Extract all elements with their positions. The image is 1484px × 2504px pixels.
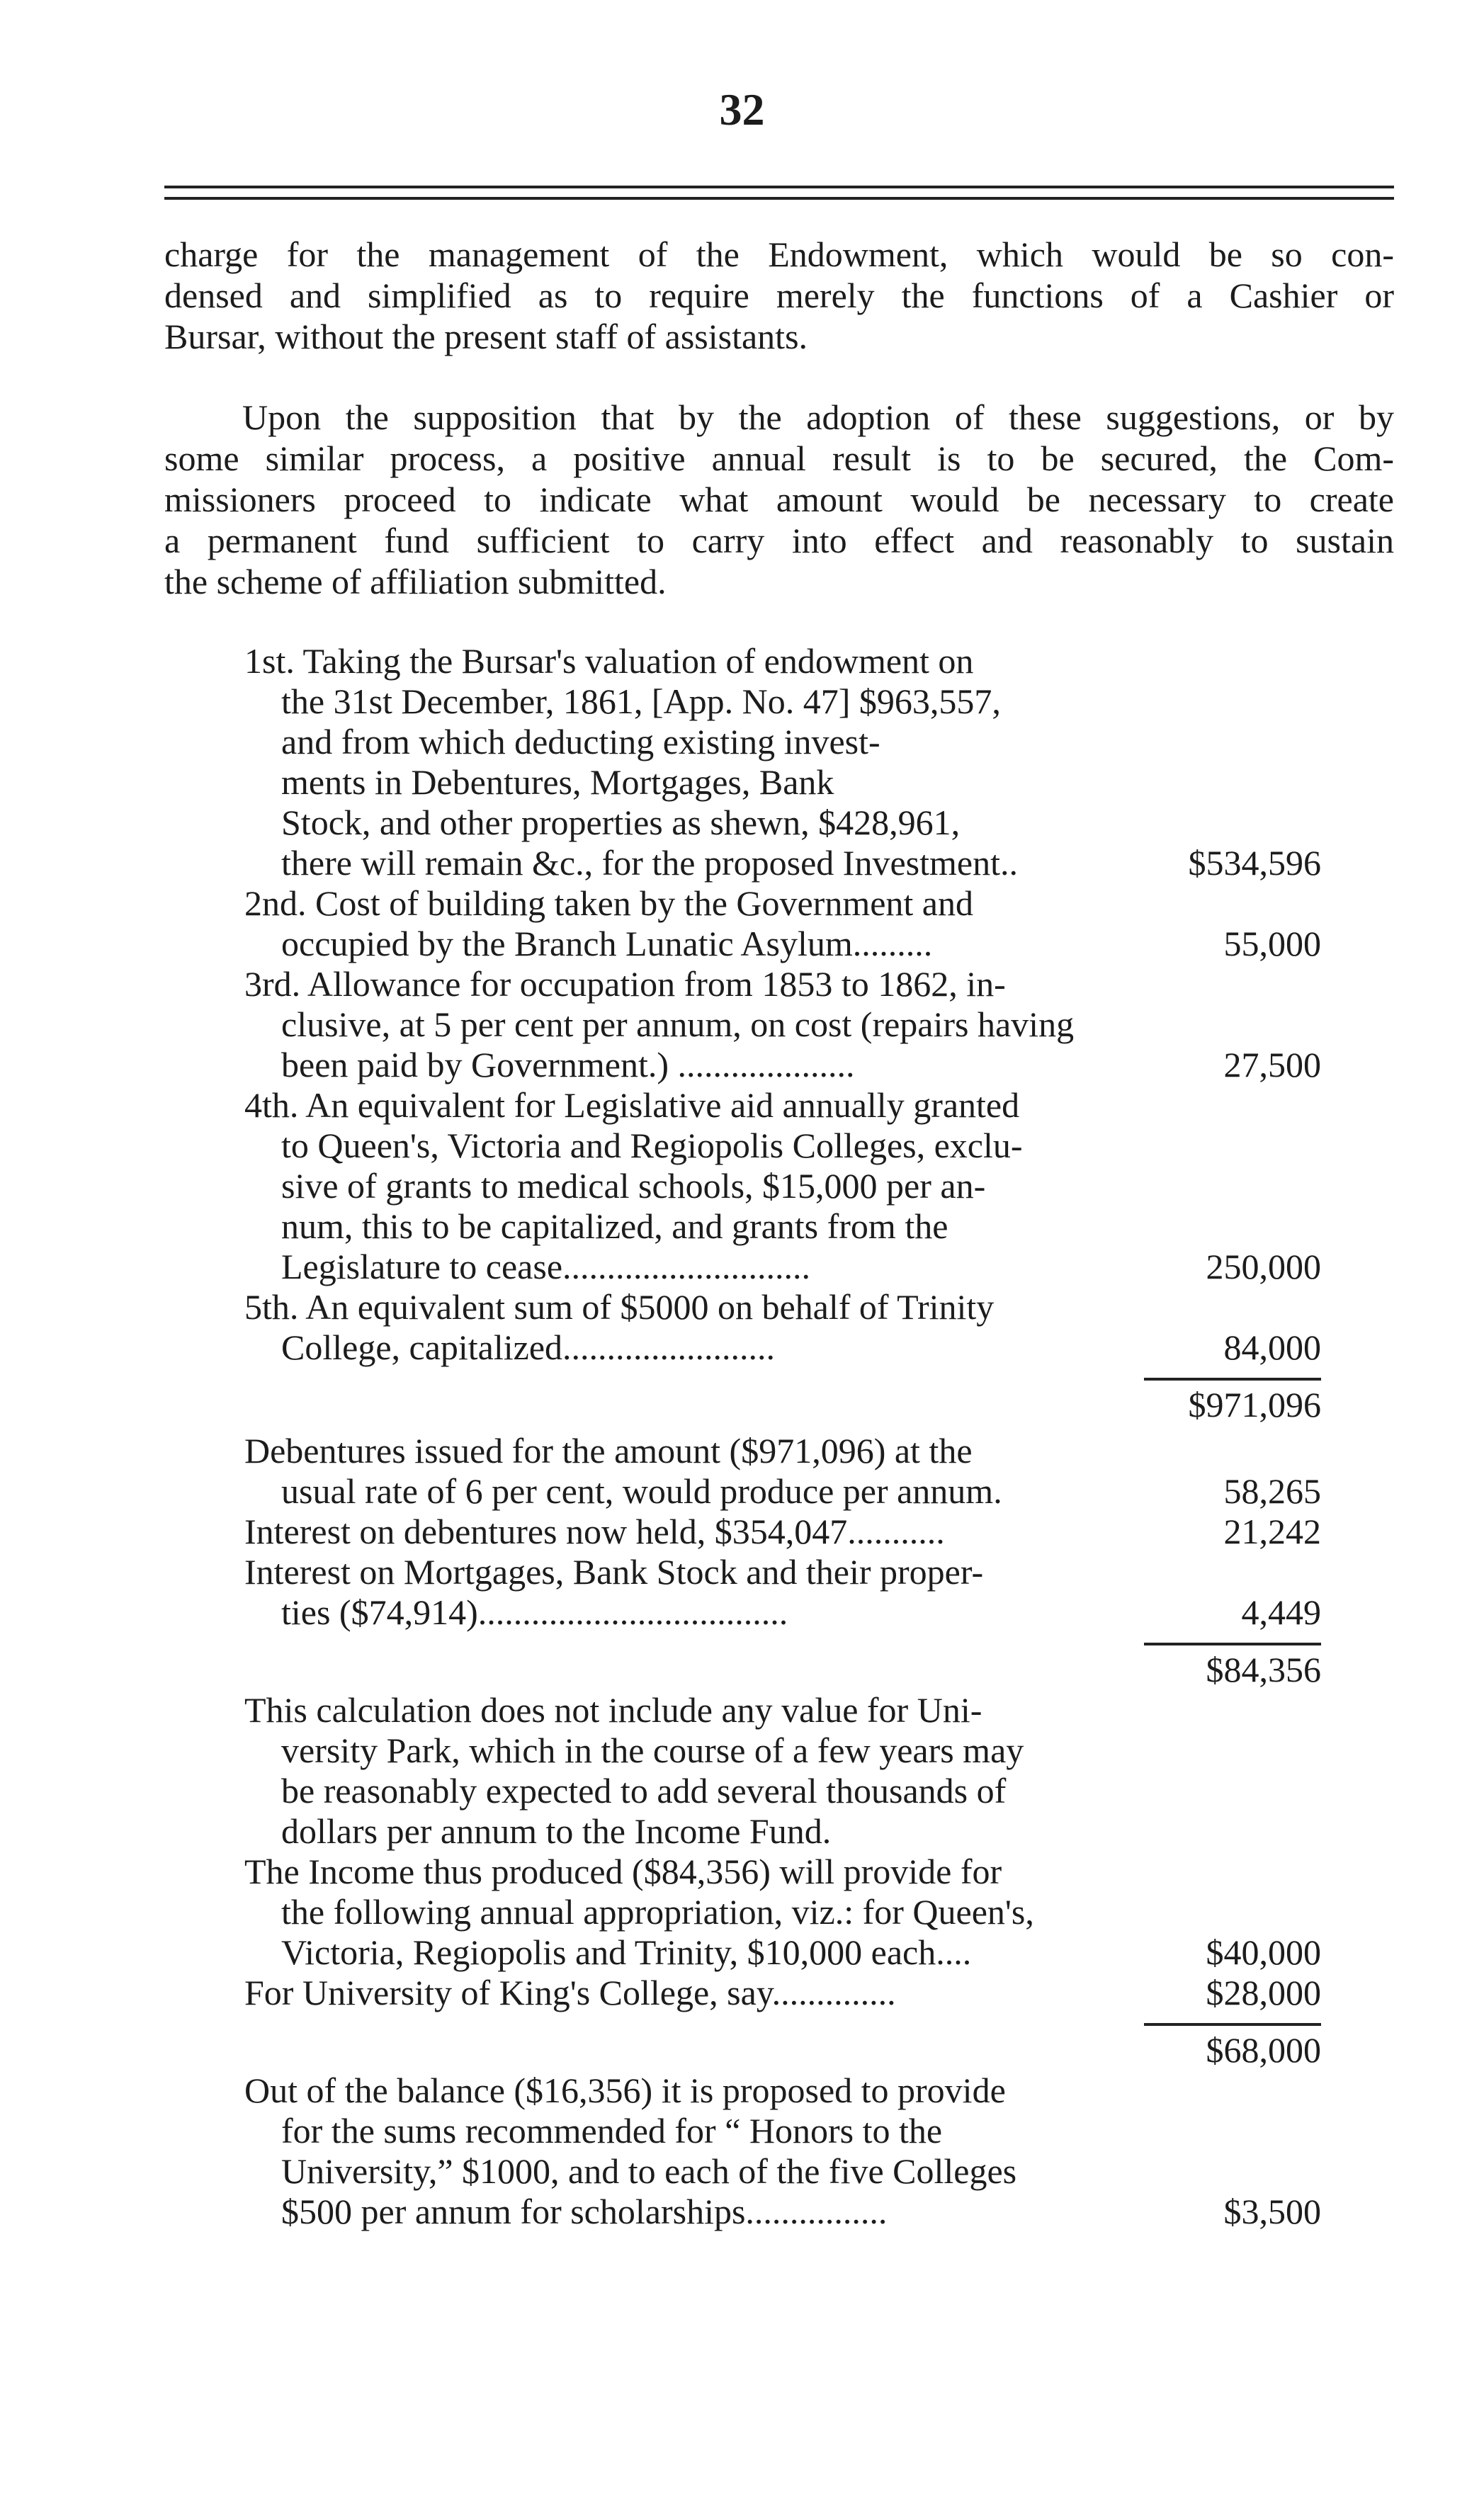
note-university-park [244,1690,1321,1852]
total-investment: $971,096 [1188,1385,1321,1424]
paragraph-supposition [164,397,1394,602]
paragraph-endowment-charge [164,234,1394,357]
text-line: been paid by Government.) .................... [281,1045,855,1084]
note-kings-college [244,1973,1321,2013]
amount: $3,500 [1223,2192,1321,2231]
item-third [244,964,1321,1085]
header-rule-bottom [164,197,1394,200]
amount: 4,449 [1241,1592,1321,1632]
item-fourth [244,1085,1321,1287]
text-line: University,” $1000, and to each of the five Colleges [281,2151,1017,2191]
text-line: College, capitalized........................ [281,1327,776,1367]
item-first [244,641,1321,883]
text-line: $500 per annum for scholarships................ [281,2192,888,2231]
text-line: num, this to be capitalized, and grants from the [281,1206,948,1246]
text-line: and from which deducting existing invest- [281,722,880,761]
amount: $28,000 [1206,1973,1321,2012]
text-line: missioners proceed to indicate what amount would be necessary to create [164,480,1394,519]
text-line: ties ($74,914)................................... [281,1592,788,1632]
sum-rule [1144,1643,1321,1645]
text-line: Interest on Mortgages, Bank Stock and their proper- [244,1552,984,1592]
sum-rule [1144,2023,1321,2026]
text-line: This calculation does not include any value for Uni- [244,1690,982,1730]
text-line: charge for the management of the Endowment, which would be so con- [164,234,1394,274]
text-line: Interest on debentures now held, $354,047........... [244,1512,945,1551]
text-line: for the sums recommended for “ Honors to the [281,2111,943,2151]
amount: 84,000 [1223,1327,1321,1367]
text-line: 1st. Taking the Bursar's valuation of endowment on [244,641,974,681]
text-line: there will remain &c., for the proposed Investment.. [281,843,1018,883]
text-line: Stock, and other properties as shewn, $428,961, [281,803,961,842]
text-line: occupied by the Branch Lunatic Asylum......... [281,924,933,963]
total-appropriation: $68,000 [1206,2030,1321,2070]
amount: $40,000 [1206,1932,1321,1972]
text-line: sive of grants to medical schools, $15,000 per an- [281,1166,986,1206]
text-line: to Queen's, Victoria and Regiopolis Colleges, exclu- [281,1126,1023,1165]
text-line: clusive, at 5 per cent per annum, on cost (repairs having [281,1004,1075,1044]
text-line: usual rate of 6 per cent, would produce per annum. [281,1471,1002,1511]
sum-rule [1144,1378,1321,1381]
text-line: a permanent fund sufficient to carry into effect and reasonably to sustain [164,521,1394,560]
note-balance [244,2070,1321,2232]
investment-schedule [244,641,1321,2232]
total-income: $84,356 [1206,1650,1321,1689]
text-line: 2nd. Cost of building taken by the Government and [244,883,974,923]
income-debentures [244,1431,1321,1512]
text-line: Victoria, Regiopolis and Trinity, $10,000 each.... [281,1932,972,1972]
text-line: Upon the supposition that by the adoption of these suggestions, or by [242,397,1394,437]
text-line: 3rd. Allowance for occupation from 1853 to 1862, in- [244,964,1006,1004]
text-line: the following annual appropriation, viz.: for Queen's, [281,1892,1034,1932]
income-interest-mortgages [244,1552,1321,1633]
text-line: For University of King's College, say.............. [244,1973,896,2012]
text-line: the 31st December, 1861, [App. No. 47] $963,557, [281,681,1001,721]
text-line: versity Park, which in the course of a few years may [281,1730,1024,1770]
item-fifth [244,1287,1321,1368]
income-interest-debentures [244,1512,1321,1552]
text-line: 5th. An equivalent sum of $5000 on behalf of Trinity [244,1287,995,1327]
text-line: 4th. An equivalent for Legislative aid annually granted [244,1085,1020,1125]
text-line: dollars per annum to the Income Fund. [281,1811,832,1851]
text-line: some similar process, a positive annual result is to be secured, the Com- [164,438,1394,478]
text-line: be reasonably expected to add several thousands of [281,1771,1007,1811]
amount: 21,242 [1223,1512,1321,1551]
note-appropriation [244,1852,1321,1973]
amount: $534,596 [1188,843,1321,883]
amount: 250,000 [1206,1247,1321,1286]
text-line: Debentures issued for the amount ($971,096) at the [244,1431,973,1471]
amount: 27,500 [1223,1045,1321,1084]
item-second [244,883,1321,964]
text-line: Bursar, without the present staff of assistants. [164,317,808,356]
text-line: the scheme of affiliation submitted. [164,562,667,601]
header-rule-top [164,186,1394,188]
text-line: Out of the balance ($16,356) it is proposed to provide [244,2070,1006,2110]
text-line: Legislature to cease............................ [281,1247,811,1286]
text-line: The Income thus produced ($84,356) will provide for [244,1852,1002,1891]
page-number: 32 [719,84,765,135]
text-line: ments in Debentures, Mortgages, Bank [281,762,834,802]
amount: 55,000 [1223,924,1321,963]
text-line: densed and simplified as to require merely the functions of a Cashier or [164,276,1394,315]
amount: 58,265 [1223,1471,1321,1511]
